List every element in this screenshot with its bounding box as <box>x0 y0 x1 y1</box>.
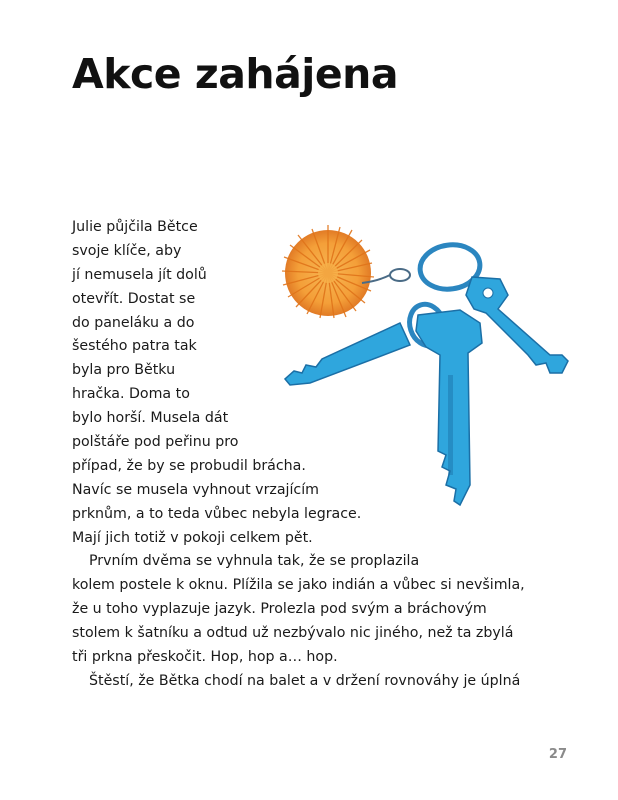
text-line: Prvním dvěma se vyhnula tak, že se proplazila <box>89 553 420 570</box>
text-line: prknům, a to teda vůbec nebyla legrace. <box>72 505 362 522</box>
text-line: Navíc se musela vyhnout vrzajícím <box>72 481 319 498</box>
text-line: byla pro Bětku <box>72 362 176 379</box>
text-line: svoje klíče, aby <box>72 242 182 259</box>
text-line: otevřít. Dostat se <box>72 290 196 307</box>
text-line: hračka. Doma to <box>72 386 190 403</box>
text-line: tři prkna přeskočit. Hop, hop a… hop. <box>72 649 338 666</box>
text-line: jí nemusela jít dolů <box>72 266 207 283</box>
text-line: případ, že by se probudil brácha. <box>72 457 306 474</box>
body-text <box>72 216 592 694</box>
text-line: že u toho vyplazuje jazyk. Prolezla pod svým a bráchovým <box>72 601 487 618</box>
text-line: Julie půjčila Bětce <box>72 219 198 235</box>
text-line: stolem k šatníku a odtud už nezbývalo nic jiného, než ta zbylá <box>72 625 514 642</box>
page-number: 27 <box>548 747 567 762</box>
text-line: šestého patra tak <box>72 338 197 355</box>
text-line: polštáře pod peřinu pro <box>72 434 239 451</box>
text-line: do paneláku a do <box>72 314 195 331</box>
text-line: Mají jich totiž v pokoji celkem pět. <box>72 529 313 546</box>
text-line: bylo horší. Musela dát <box>72 410 229 427</box>
text-line: kolem postele k oknu. Plížila se jako indián a vůbec si nevšimla, <box>72 577 525 594</box>
text-line: Štěstí, že Bětka chodí na balet a v držení rovnováhy je úplná <box>89 672 521 689</box>
chapter-title: Akce zahájena <box>72 50 398 98</box>
